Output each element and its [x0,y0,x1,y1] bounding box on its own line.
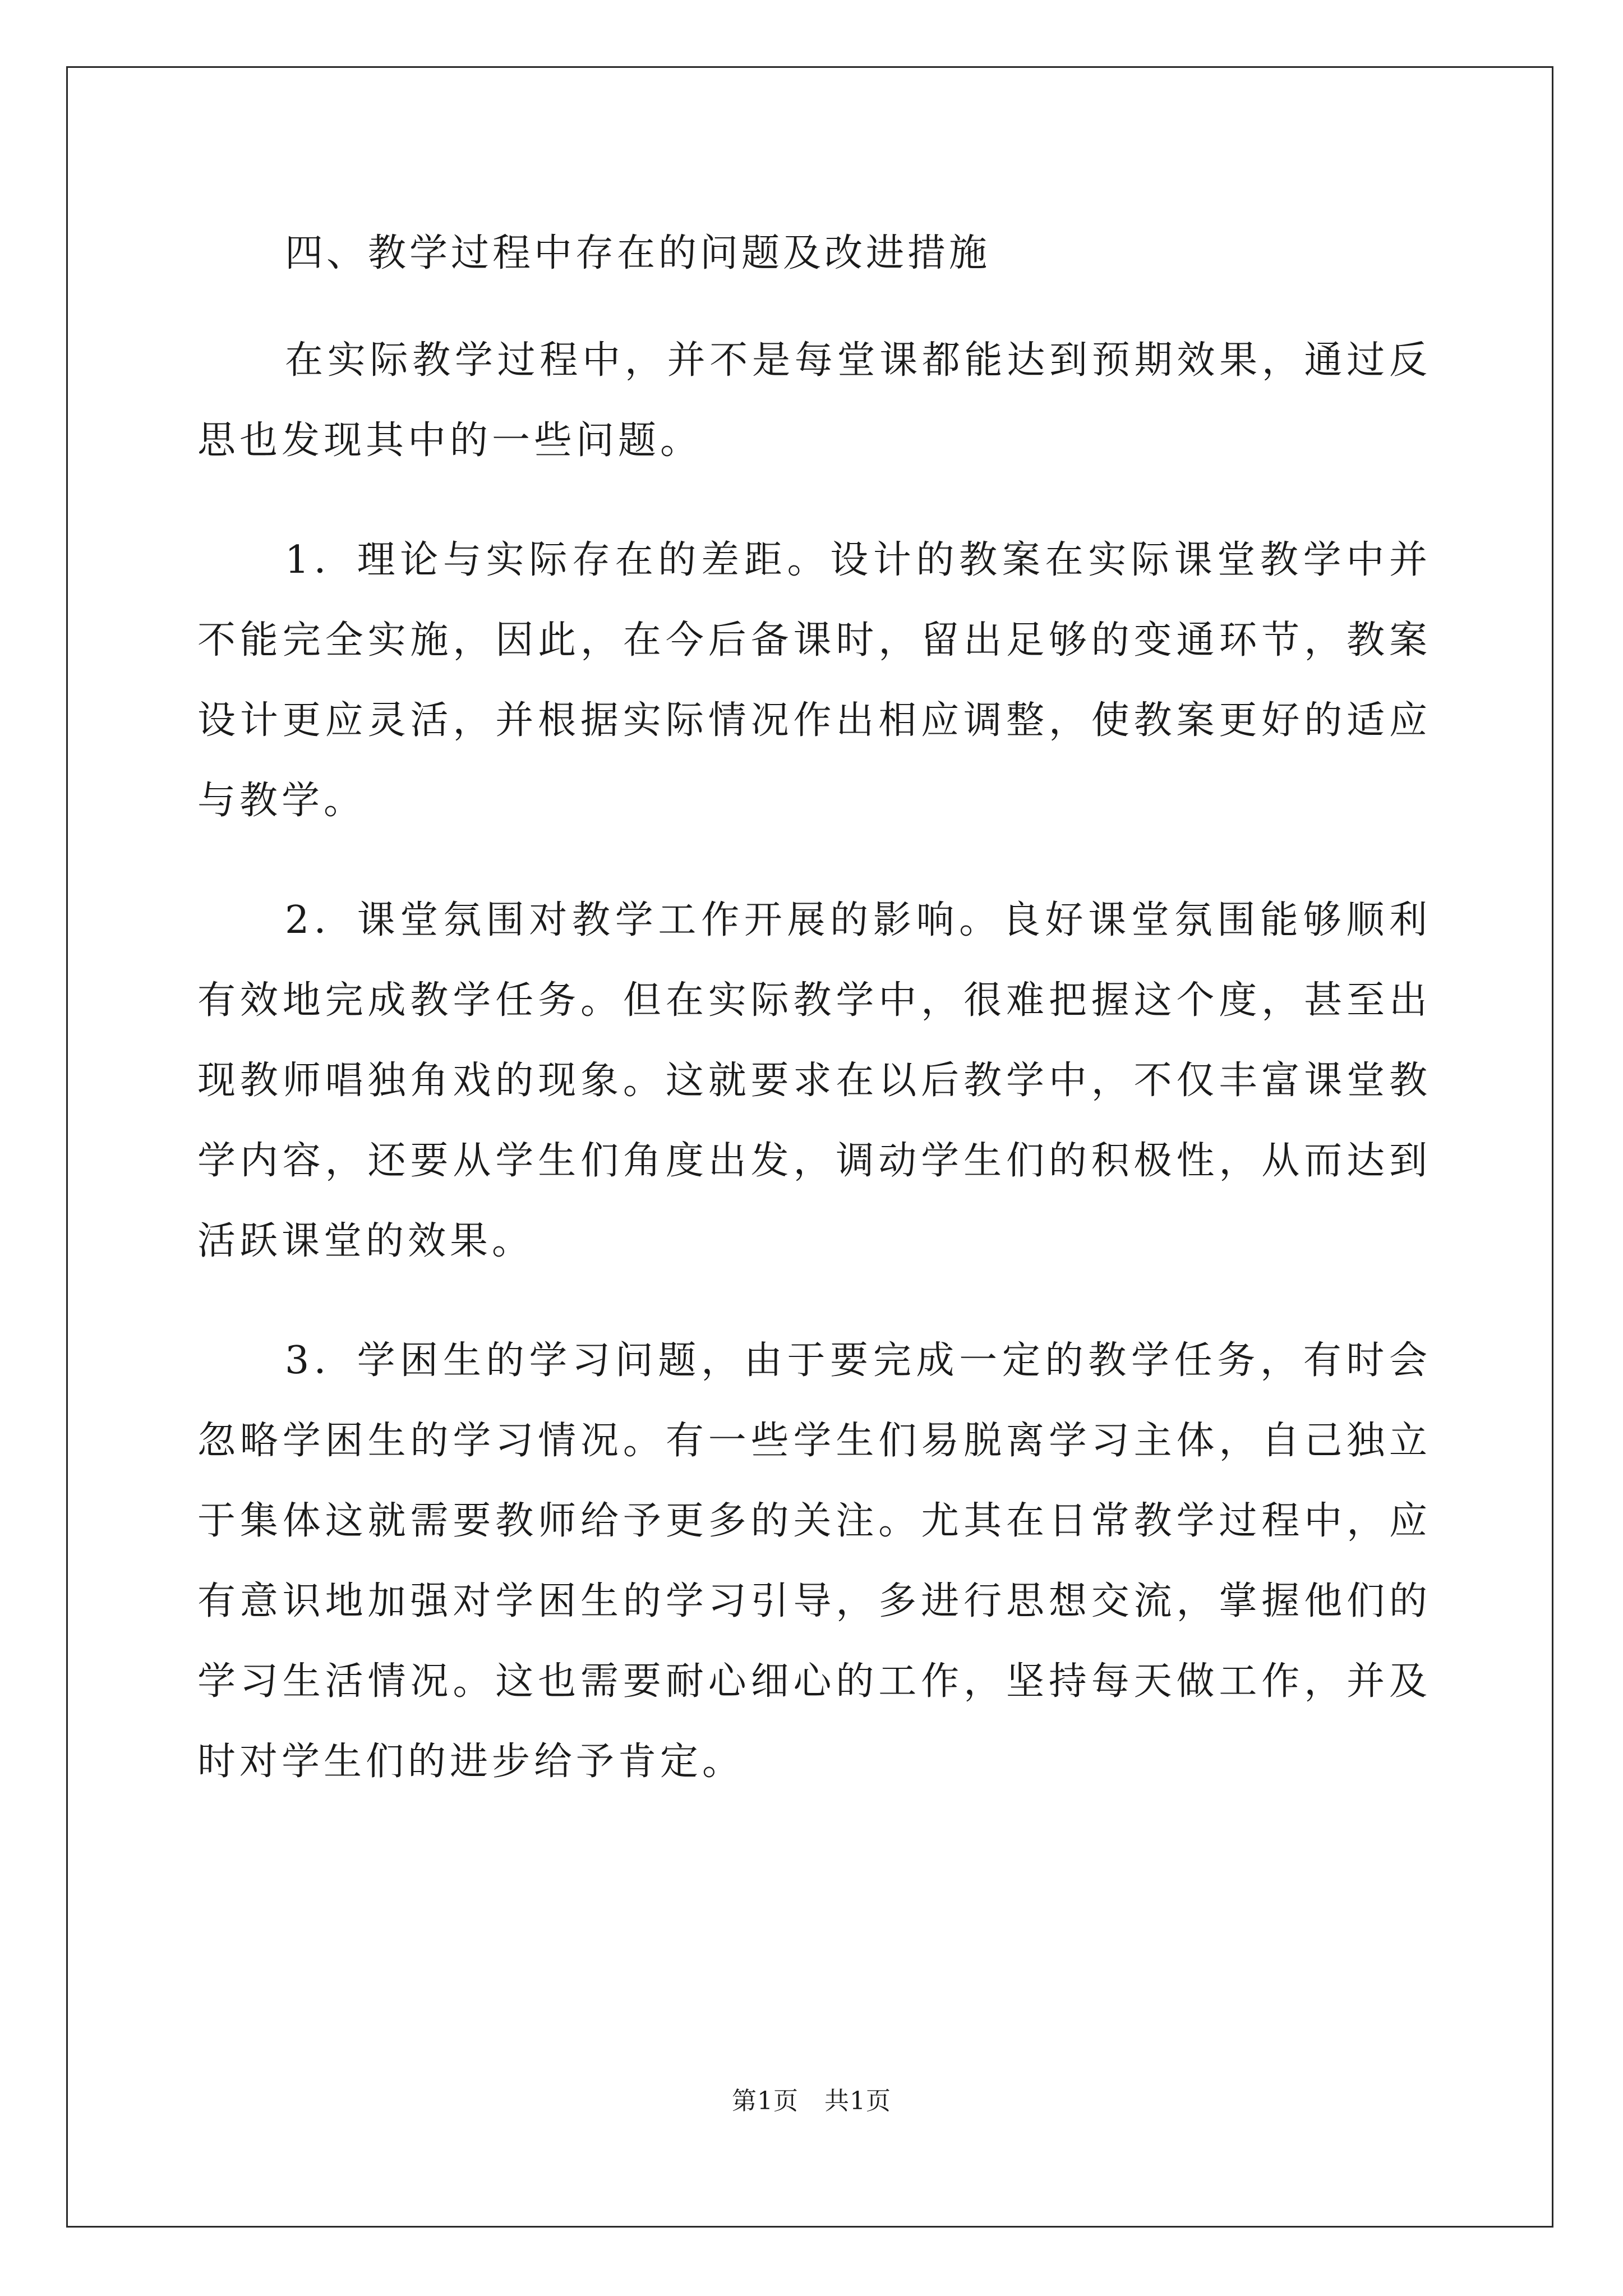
paragraph-item-1: 1．理论与实际存在的差距。设计的教案在实际课堂教学中并不能完全实施，因此，在今后备课时，留出足够的变通环节，教案设计更应灵活，并根据实际情况作出相应调整，使教案更好的适应与教学。 [197,538,1431,823]
section-heading: 四、教学过程中存在的问题及改进措施 [285,231,991,275]
paragraph-item-3: 3．学困生的学习问题，由于要完成一定的教学任务，有时会忽略学困生的学习情况。有一些学生们易脱离学习主体，自己独立于集体这就需要教师给予更多的关注。尤其在日常教学过程中，应有意识地加强对学困生的学习引导，多进行思想交流，掌握他们的学习生活情况。这也需要耐心细心的工作，坚持每天做工作，并及时对学生们的进步给予肯定。 [197,1338,1431,1784]
paragraph-intro: 在实际教学过程中，并不是每堂课都能达到预期效果，通过反思也发现其中的一些问题。 [197,338,1431,463]
page-number: 第1页 [732,2087,799,2115]
document-body [197,213,1431,1841]
paragraph-item-2: 2．课堂氛围对教学工作开展的影响。良好课堂氛围能够顺利有效地完成教学任务。但在实际教学中，很难把握这个度，甚至出现教师唱独角戏的现象。这就要求在以后教学中，不仅丰富课堂教学内容，还要从学生们角度出发，调动学生们的积极性，从而达到活跃课堂的效果。 [197,898,1431,1263]
page-footer [0,2085,1623,2118]
page-total: 共1页 [824,2087,891,2115]
